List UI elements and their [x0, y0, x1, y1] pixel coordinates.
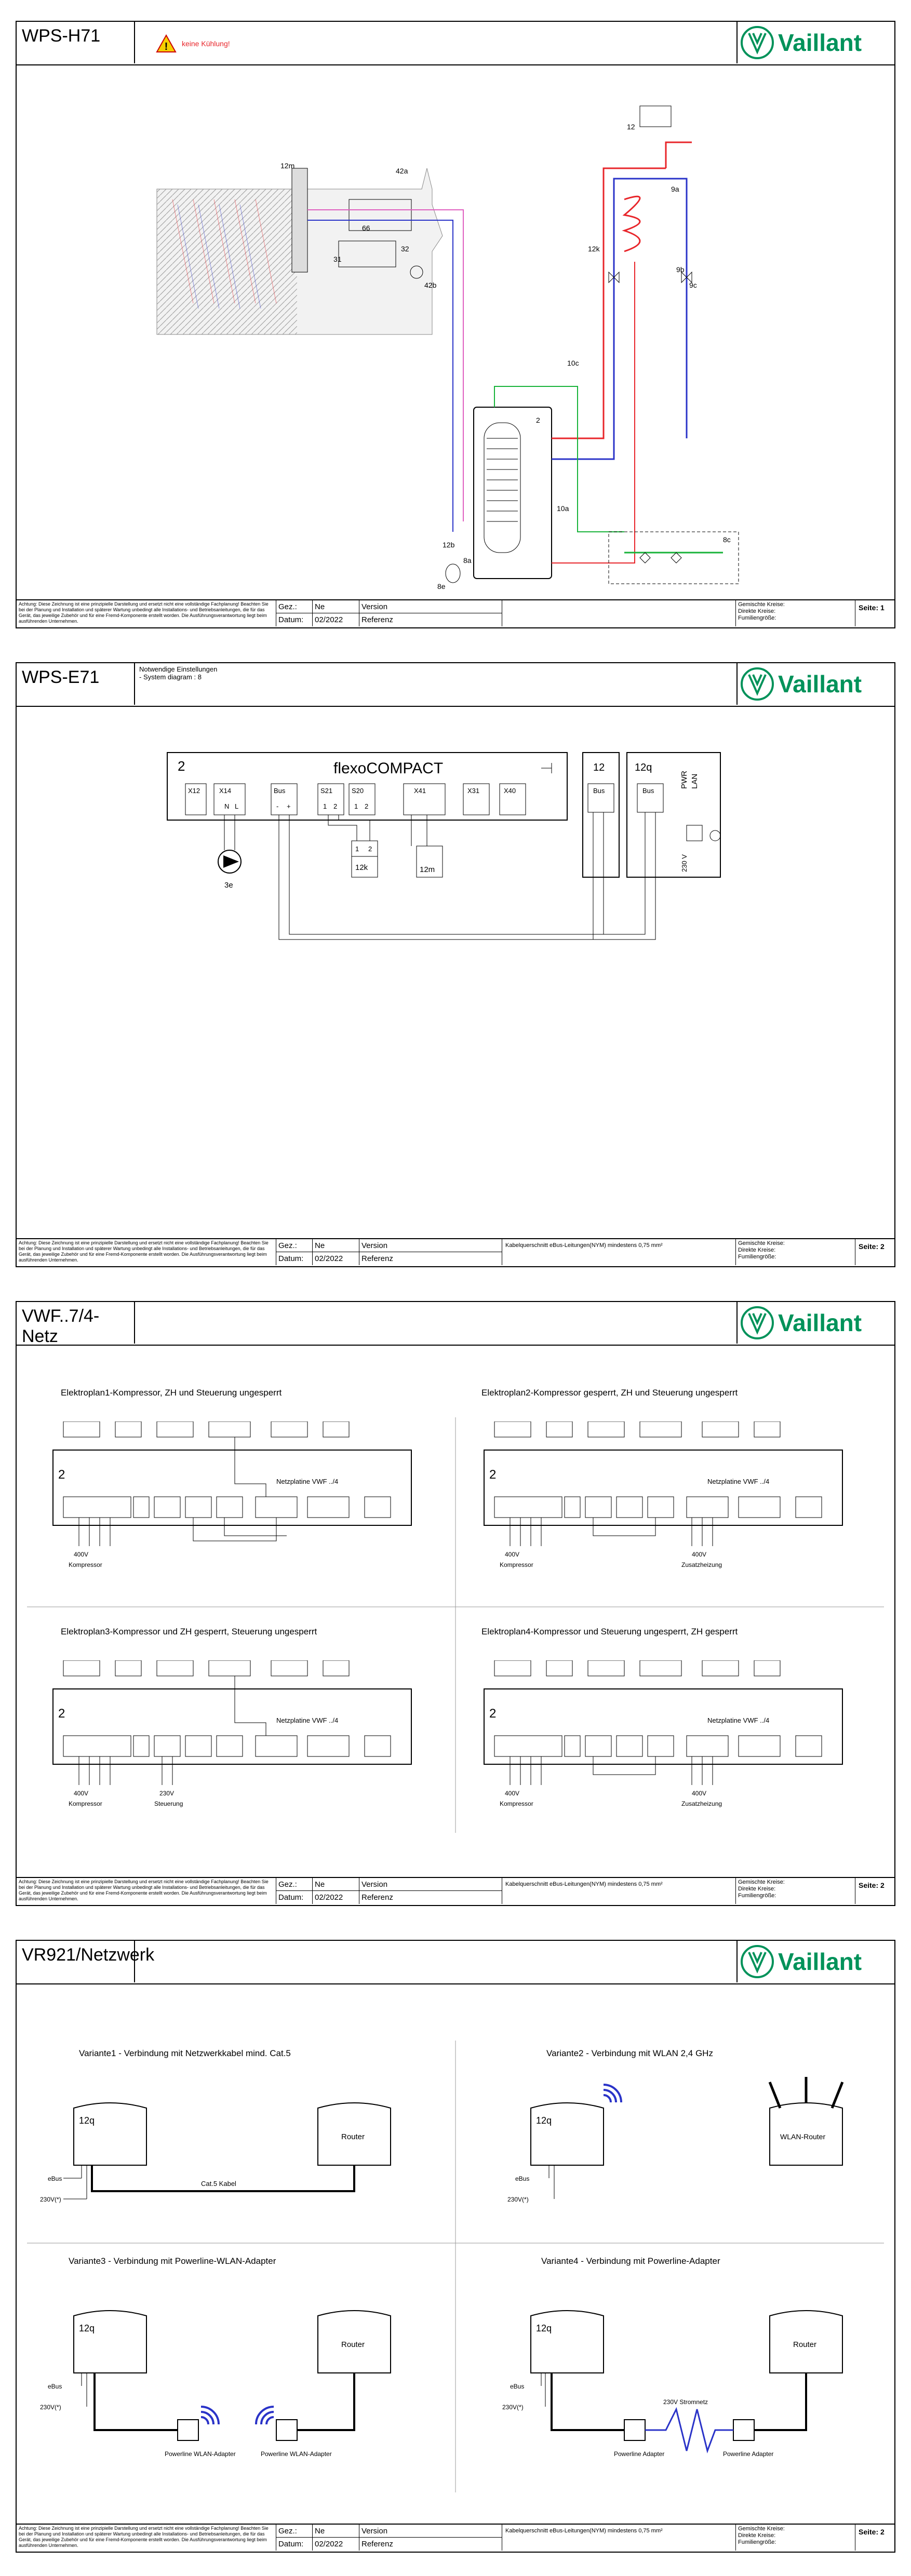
label-12k: 12k: [588, 245, 600, 253]
brand-text: Vaillant: [778, 1309, 862, 1336]
gem-line2: Direkte Kreise:: [738, 1247, 776, 1253]
label-9a: 9a: [671, 185, 679, 193]
svg-text:2: 2: [365, 802, 369, 810]
variant4-230v: 230V(*): [502, 2404, 524, 2411]
plan4-load1: Kompressor: [500, 1800, 533, 1807]
datum-value: 02/2022: [313, 613, 359, 626]
version-label: Version: [359, 1878, 502, 1891]
variant4-title: Variante4 - Verbindung mit Powerline-Adapter: [541, 2256, 720, 2266]
sheet-footer: [17, 1877, 894, 1905]
label-12b: 12b: [443, 541, 455, 549]
sheet-wps-e71: [16, 662, 895, 1267]
label-8a: 8a: [463, 556, 472, 565]
gem-line3: Fumiliengröße:: [738, 1893, 776, 1899]
circuit-info: [736, 1239, 855, 1265]
hydraulic-diagram: [17, 64, 894, 599]
svg-text:12q: 12q: [79, 2323, 95, 2333]
datum-label: Datum:: [276, 1252, 313, 1265]
variant1-router: [318, 2103, 391, 2165]
variant3-12q: [74, 2311, 146, 2373]
svg-text:X41: X41: [414, 787, 426, 795]
variant2-ebus: eBus: [515, 2175, 530, 2182]
gem-line1: Gemischte Kreise:: [738, 1879, 785, 1885]
svg-text:Bus: Bus: [593, 787, 605, 795]
sheet-header: [17, 1941, 894, 1984]
svg-text:2: 2: [58, 1468, 65, 1482]
plan4-board: [468, 1660, 874, 1816]
brand-text: Vaillant: [778, 29, 862, 56]
variant4-adapter2: Powerline Adapter: [723, 2450, 774, 2458]
gem-line3: Fumiliengröße:: [738, 2539, 776, 2545]
network-variants: [17, 1983, 894, 2526]
plan3-v400: 400V: [74, 1790, 89, 1797]
brand-text: Vaillant: [778, 1948, 862, 1975]
sheet-footer: [17, 2524, 894, 2552]
plan4-v230: 400V: [692, 1790, 707, 1797]
svg-text:Bus: Bus: [274, 787, 286, 795]
plan1-title: Elektroplan1-Kompressor, ZH und Steuerung ungesperrt: [61, 1388, 282, 1398]
svg-text:!: !: [164, 41, 168, 52]
svg-text:12q: 12q: [536, 2115, 552, 2126]
lan-label: LAN: [690, 773, 699, 789]
settings-note: Notwendige Einstellungen: [139, 665, 218, 673]
svg-text:X40: X40: [504, 787, 516, 795]
gez-value: Ne: [313, 2525, 359, 2538]
gez-label: Gez.:: [276, 600, 313, 613]
label-66: 66: [362, 224, 370, 232]
plan4-v400: 400V: [505, 1790, 520, 1797]
variant2-12q: [531, 2103, 604, 2165]
plan3-load1: Kompressor: [69, 1800, 102, 1807]
variant3-ebus: eBus: [48, 2383, 62, 2390]
device-number: 2: [178, 758, 185, 774]
unit-12q: 12q: [635, 762, 652, 773]
label-12m: 12m: [280, 162, 295, 170]
sheet-footer: [17, 1238, 894, 1266]
version-label: Version: [359, 600, 502, 613]
variant3-title: Variante3 - Verbindung mit Powerline-WLAN-Adapter: [69, 2256, 276, 2266]
variant4-ebus: eBus: [510, 2383, 525, 2390]
terminal-x40: [500, 784, 526, 815]
plan1-board-label: Netzplatine VWF ../4: [276, 1478, 339, 1485]
variant3-adapter2: Powerline WLAN-Adapter: [261, 2450, 332, 2458]
plan4-title: Elektroplan4-Kompressor und Steuerung ungesperrt, ZH gesperrt: [481, 1627, 738, 1636]
gez-label: Gez.:: [276, 1878, 313, 1891]
sheet-footer: [17, 599, 894, 627]
svg-text:N: N: [224, 802, 230, 810]
device-title: flexoCOMPACT: [333, 760, 444, 777]
svg-text:Bus: Bus: [642, 787, 654, 795]
variant2-230v: 230V(*): [507, 2196, 529, 2203]
referenz-label: Referenz: [359, 613, 502, 626]
svg-text:2: 2: [333, 802, 338, 810]
circuit-info: [736, 1878, 855, 1904]
sheet-title: WPS-H71: [17, 22, 135, 63]
svg-text:2: 2: [489, 1468, 497, 1482]
terminal-bus: [271, 784, 297, 815]
sheet-note: [135, 663, 738, 705]
wiring-diagram-e71: [17, 706, 894, 1241]
plan2-v400: 400V: [505, 1551, 520, 1558]
plan4-board-label: Netzplatine VWF ../4: [707, 1716, 770, 1724]
gem-line1: Gemischte Kreise:: [738, 1240, 785, 1246]
svg-text:X14: X14: [219, 787, 232, 795]
circuit-info: [736, 2525, 855, 2551]
sheet-note: [135, 1302, 738, 1344]
svg-text:2: 2: [58, 1707, 65, 1721]
svg-text:S21: S21: [320, 787, 333, 795]
datum-label: Datum:: [276, 1891, 313, 1904]
svg-text:12q: 12q: [79, 2115, 95, 2126]
gem-line3: Fumiliengröße:: [738, 615, 776, 621]
page-number: Seite: 2: [859, 2528, 885, 2536]
variant3-router: [318, 2311, 391, 2373]
svg-text:1: 1: [355, 845, 359, 853]
plan1-load1: Kompressor: [69, 1561, 102, 1568]
gez-value: Ne: [313, 1239, 359, 1252]
terminal-x41: [404, 784, 445, 815]
terminal-x14: [214, 784, 245, 815]
sheet-note: [135, 22, 738, 63]
vaillant-logo: [739, 1302, 894, 1344]
datum-label: Datum:: [276, 613, 313, 626]
plan2-board-label: Netzplatine VWF ../4: [707, 1478, 770, 1485]
footer-disclaimer: Achtung: Diese Zeichnung ist eine prinzipielle Darstellung und ersetzt nicht eine vollständige Fachplanung! Beachten Sie bei der Planung und Installation und späterer Wartung unbedingt alle Installations- und Betriebsanleitungen, die für das Gerät, das jeweilige Zubehör und für eine Fremd-Komponente erstellt worden. Die Ausführungsverantwortung liegt beim ausführenden Unternehmen.: [17, 1239, 276, 1265]
page-number: Seite: 2: [859, 1881, 885, 1889]
label-31: 31: [333, 255, 342, 263]
svg-text:2: 2: [368, 845, 372, 853]
plan3-board: [37, 1660, 443, 1816]
variant1-230v: 230V(*): [40, 2196, 61, 2203]
settings-note-2: - System diagram : 8: [139, 673, 202, 681]
brand-text: Vaillant: [778, 670, 862, 697]
variant2-title: Variante2 - Verbindung mit WLAN 2,4 GHz: [546, 2048, 713, 2058]
svg-text:Router: Router: [341, 2132, 365, 2141]
terminal-s21: [318, 784, 344, 815]
sheet-note: [135, 1941, 738, 1982]
referenz-label: Referenz: [359, 1891, 502, 1904]
gem-line1: Gemischte Kreise:: [738, 601, 785, 608]
vaillant-logo: [739, 22, 894, 63]
svg-text:12q: 12q: [536, 2323, 552, 2333]
plan3-load2: Steuerung: [154, 1800, 183, 1807]
unit-12: 12: [593, 762, 605, 773]
pump-3e-label: 3e: [224, 881, 233, 890]
sheet-header: [17, 663, 894, 707]
svg-text:L: L: [235, 802, 239, 810]
label-42a: 42a: [396, 167, 408, 175]
page-number: Seite: 1: [859, 603, 885, 612]
plan3-v230: 230V: [159, 1790, 175, 1797]
svg-text:WLAN-Router: WLAN-Router: [780, 2132, 826, 2141]
variant4-12q: [531, 2311, 604, 2373]
footer-disclaimer: Achtung: Diese Zeichnung ist eine prinzipielle Darstellung und ersetzt nicht eine vollständige Fachplanung! Beachten Sie bei der Planung und Installation und späterer Wartung unbedingt alle Installations- und Betriebsanleitungen, die für das Gerät, das jeweilige Zubehör und für eine Fremd-Komponente erstellt worden. Die Ausführungsverantwortung liegt beim ausführenden Unternehmen.: [17, 600, 276, 626]
label-10a: 10a: [557, 504, 569, 513]
version-label: Version: [359, 1239, 502, 1252]
referenz-label: Referenz: [359, 2538, 502, 2551]
svg-text:1: 1: [323, 802, 327, 810]
svg-text:-: -: [276, 802, 279, 810]
plan3-board-label: Netzplatine VWF ../4: [276, 1716, 339, 1724]
version-label: Version: [359, 2525, 502, 2538]
label-9b: 9b: [676, 265, 685, 274]
plan2-v230: 400V: [692, 1551, 707, 1558]
datum-value: 02/2022: [313, 2538, 359, 2551]
warning-icon: [156, 34, 177, 53]
gez-label: Gez.:: [276, 2525, 313, 2538]
sheet-title: VR921/Netzwerk: [17, 1941, 135, 1982]
variant2-wlan-router: [770, 2077, 842, 2165]
label-8c: 8c: [723, 535, 731, 544]
variant4-mains: 230V Stromnetz: [663, 2398, 708, 2406]
variant4-adapter1: Powerline Adapter: [614, 2450, 665, 2458]
sheet-title: VWF..7/4-Netz: [17, 1302, 135, 1344]
cable-note: Kabelquerschnitt eBus-Leitungen(NYM) mindestens 0,75 mm²: [502, 2525, 736, 2551]
plan2-load1: Kompressor: [500, 1561, 533, 1568]
terminal-x31: [463, 784, 489, 815]
svg-text:Router: Router: [793, 2340, 817, 2349]
variant1-12q: [74, 2103, 146, 2165]
svg-text:X31: X31: [467, 787, 480, 795]
plan2-load2: Zusatzheizung: [681, 1561, 722, 1568]
plan1-board: [37, 1421, 443, 1577]
vaillant-logo: [739, 663, 894, 705]
v230-label: 230 V: [680, 854, 688, 872]
circuit-info: [736, 600, 855, 626]
label-32: 32: [401, 245, 409, 253]
gem-line2: Direkte Kreise:: [738, 1886, 776, 1892]
variant3-230v: 230V(*): [40, 2404, 61, 2411]
sensor-12m: 12m: [420, 865, 435, 874]
cable-note: Kabelquerschnitt eBus-Leitungen(NYM) mindestens 0,75 mm²: [502, 1239, 736, 1265]
gez-label: Gez.:: [276, 1239, 313, 1252]
label-2: 2: [536, 416, 540, 424]
label-12: 12: [627, 123, 635, 131]
plan2-board: [468, 1421, 874, 1577]
datum-value: 02/2022: [313, 1891, 359, 1904]
gem-line3: Fumiliengröße:: [738, 1254, 776, 1260]
terminal-x12: [185, 784, 206, 815]
svg-text:2: 2: [489, 1707, 497, 1721]
terminal-s20: [349, 784, 375, 815]
warning-text: keine Kühlung!: [182, 39, 230, 48]
svg-text:S20: S20: [352, 787, 364, 795]
plan2-title: Elektroplan2-Kompressor gesperrt, ZH und Steuerung ungesperrt: [481, 1388, 738, 1398]
variant4-router: [770, 2311, 842, 2373]
label-8e: 8e: [437, 582, 446, 591]
plan4-load2: Zusatzheizung: [681, 1800, 722, 1807]
label-9c: 9c: [689, 281, 697, 289]
gem-line2: Direkte Kreise:: [738, 608, 776, 614]
variant1-cable: Cat.5 Kabel: [201, 2180, 236, 2188]
sheet-vr921: [16, 1940, 895, 2553]
svg-text:Router: Router: [341, 2340, 365, 2349]
sheet-title: WPS-E71: [17, 663, 135, 705]
label-42b: 42b: [424, 281, 437, 289]
footer-disclaimer: Achtung: Diese Zeichnung ist eine prinzipielle Darstellung und ersetzt nicht eine vollständige Fachplanung! Beachten Sie bei der Planung und Installation und späterer Wartung unbedingt alle Installations- und Betriebsanleitungen, die für das Gerät, das jeweilige Zubehör und für eine Fremd-Komponente erstellt worden. Die Ausführungsverantwortung liegt beim ausführenden Unternehmen.: [17, 2525, 276, 2551]
gem-line2: Direkte Kreise:: [738, 2532, 776, 2539]
sheet-vwf-netz: [16, 1301, 895, 1906]
plan1-v400: 400V: [74, 1551, 89, 1558]
footer-disclaimer: Achtung: Diese Zeichnung ist eine prinzipielle Darstellung und ersetzt nicht eine vollständige Fachplanung! Beachten Sie bei der Planung und Installation und späterer Wartung unbedingt alle Installations- und Betriebsanleitungen, die für das Gerät, das jeweilige Zubehör und für eine Fremd-Komponente erstellt worden. Die Ausführungsverantwortung liegt beim ausführenden Unternehmen.: [17, 1878, 276, 1904]
label-10c: 10c: [567, 359, 579, 367]
pwr-label: PWR: [680, 771, 689, 789]
referenz-label: Referenz: [359, 1252, 502, 1265]
svg-text:1: 1: [354, 802, 358, 810]
sheet-wps-h71: [16, 21, 895, 628]
page-number: Seite: 2: [859, 1242, 885, 1251]
sensor-12k: 12k: [355, 863, 368, 872]
datum-label: Datum:: [276, 2538, 313, 2551]
datum-value: 02/2022: [313, 1252, 359, 1265]
variant1-title: Variante1 - Verbindung mit Netzwerkkabel mind. Cat.5: [79, 2048, 291, 2058]
cable-note: [502, 600, 736, 626]
svg-text:X12: X12: [188, 787, 200, 795]
gez-value: Ne: [313, 600, 359, 613]
gem-line1: Gemischte Kreise:: [738, 2526, 785, 2532]
sheet-header: [17, 22, 894, 65]
vaillant-logo: [739, 1941, 894, 1982]
variant3-adapter1: Powerline WLAN-Adapter: [165, 2450, 236, 2458]
variant1-ebus: eBus: [48, 2175, 62, 2182]
svg-text:+: +: [287, 802, 291, 810]
sheet-header: [17, 1302, 894, 1346]
gez-value: Ne: [313, 1878, 359, 1891]
cable-note: Kabelquerschnitt eBus-Leitungen(NYM) mindestens 0,75 mm²: [502, 1878, 736, 1904]
plan3-title: Elektroplan3-Kompressor und ZH gesperrt, Steuerung ungesperrt: [61, 1627, 317, 1636]
